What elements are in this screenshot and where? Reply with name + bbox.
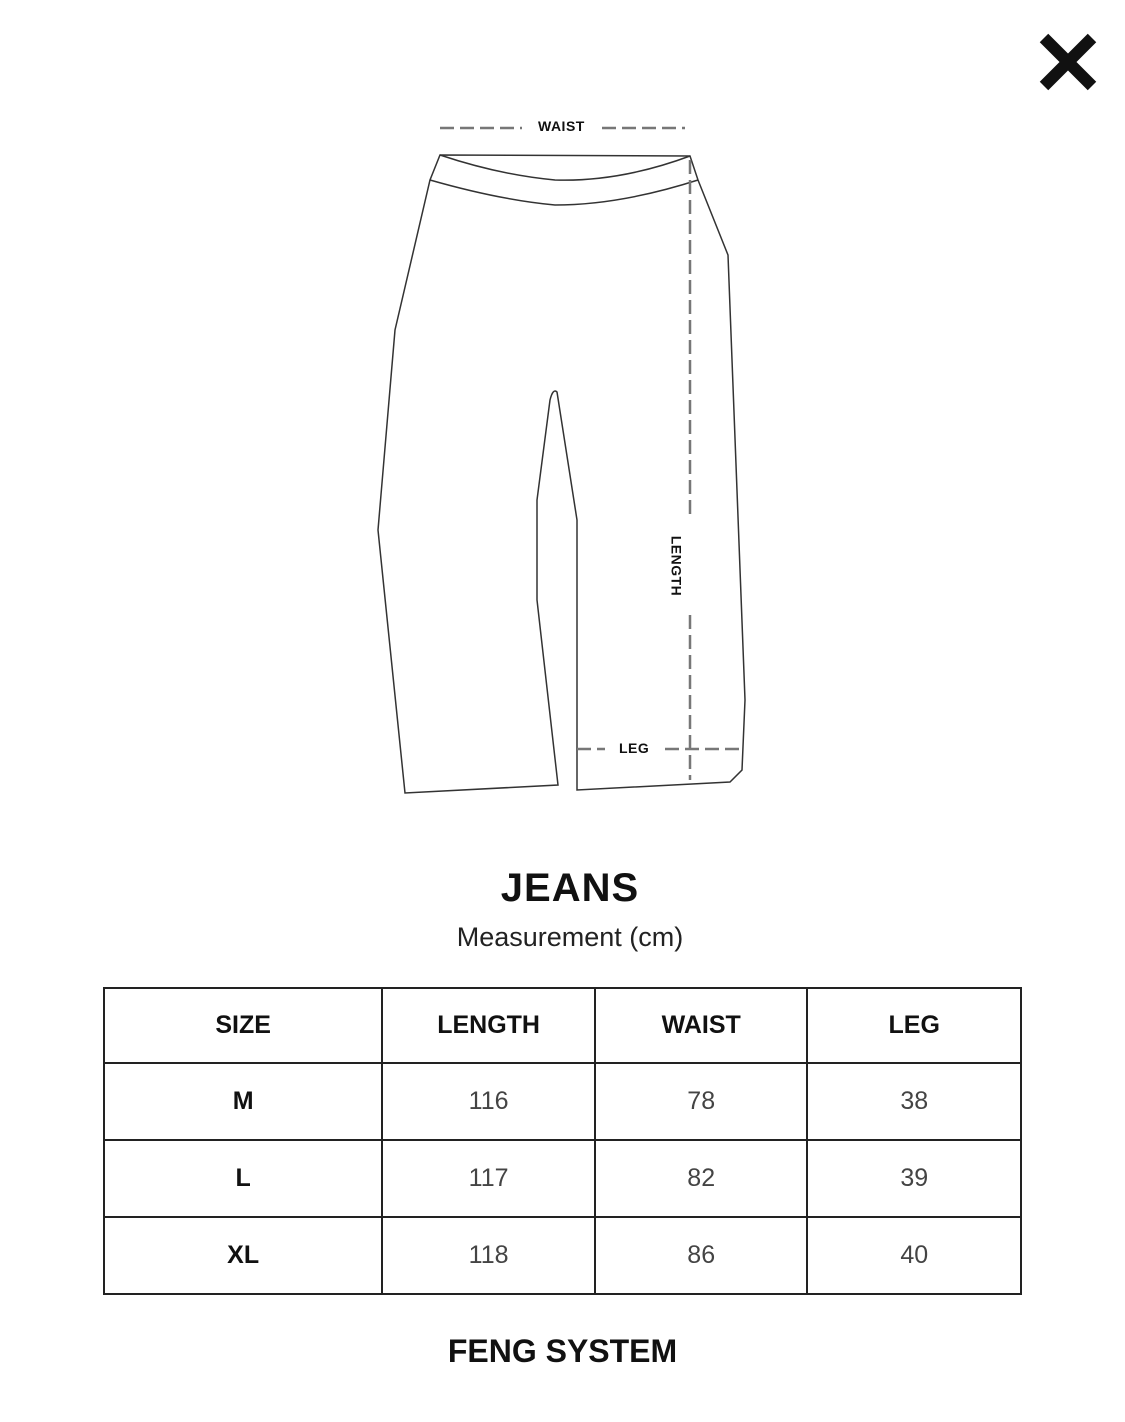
size-cell: XL (104, 1217, 382, 1294)
leg-label: LEG (619, 740, 650, 756)
header-leg: LEG (807, 988, 1021, 1063)
header-size: SIZE (104, 988, 382, 1063)
waistband-inner-line (430, 180, 698, 205)
length-cell: 117 (382, 1140, 595, 1217)
table-header-row (104, 988, 1021, 1063)
waist-cell: 86 (595, 1217, 808, 1294)
waist-label: WAIST (538, 118, 585, 134)
table-row (104, 1140, 1021, 1217)
size-cell: L (104, 1140, 382, 1217)
table-row (104, 1063, 1021, 1140)
length-cell: 118 (382, 1217, 595, 1294)
length-cell: 116 (382, 1063, 595, 1140)
table-row (104, 1217, 1021, 1294)
size-cell: M (104, 1063, 382, 1140)
leg-cell: 38 (807, 1063, 1021, 1140)
header-length: LENGTH (382, 988, 595, 1063)
size-table (103, 987, 1022, 1295)
waist-cell: 82 (595, 1140, 808, 1217)
header-waist: WAIST (595, 988, 808, 1063)
leg-cell: 40 (807, 1217, 1021, 1294)
waistband-line (440, 155, 690, 180)
page-title: JEANS (500, 866, 640, 910)
leg-cell: 39 (807, 1140, 1021, 1217)
brand-name: FENG SYSTEM (447, 1333, 678, 1369)
subtitle: Measurement (cm) (456, 922, 684, 952)
length-label: LENGTH (668, 535, 685, 597)
waist-cell: 78 (595, 1063, 808, 1140)
